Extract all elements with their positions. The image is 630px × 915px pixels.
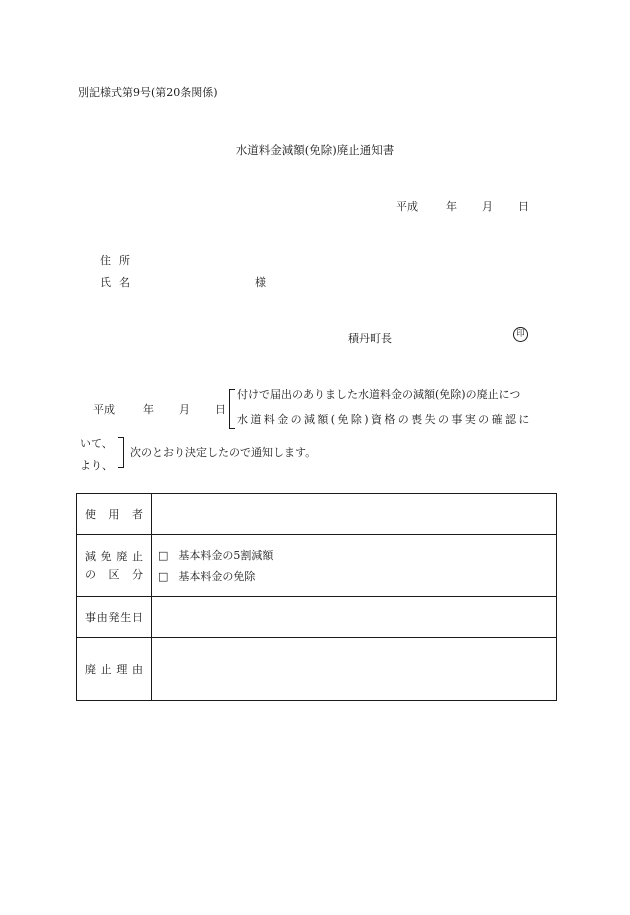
address-label: 住所 bbox=[100, 254, 138, 267]
reason-value[interactable] bbox=[152, 638, 557, 701]
date-label-cell bbox=[77, 597, 152, 638]
issue-date bbox=[396, 198, 529, 214]
name-label: 氏名 bbox=[100, 276, 138, 289]
user-value[interactable] bbox=[152, 494, 557, 535]
issue-date-year: 年 bbox=[446, 200, 457, 213]
reason-label: 廃止理由 bbox=[85, 663, 143, 676]
reason-option-1: 付けで届出のありました水道料金の減額(免除)の廃止につ bbox=[237, 388, 521, 401]
honorific: 様 bbox=[255, 276, 266, 289]
seal-mark: 印 bbox=[513, 327, 528, 342]
issue-date-month: 月 bbox=[482, 200, 493, 213]
issuer-title: 積丹町長 bbox=[348, 332, 392, 345]
type-options-cell bbox=[152, 535, 557, 597]
notice-table bbox=[76, 493, 557, 701]
type-option-reduction[interactable] bbox=[158, 545, 556, 566]
option-reduction-label: 基本料金の5割減額 bbox=[178, 548, 274, 562]
checkbox-reduction[interactable]: □ bbox=[158, 548, 169, 562]
user-label: 使用者 bbox=[85, 508, 143, 521]
document-title: 水道料金減額(免除)廃止通知書 bbox=[235, 143, 395, 157]
continuation-2: より、 bbox=[80, 459, 113, 472]
reason-option-2: 水道料金の減額(免除)資格の喪失の事実の確認に bbox=[237, 413, 532, 426]
option-exemption-label: 基本料金の免除 bbox=[178, 569, 256, 583]
form-number: 別記様式第9号(第20条関係) bbox=[78, 86, 218, 99]
date-value[interactable] bbox=[152, 597, 557, 638]
body-date-year: 年 bbox=[143, 403, 154, 416]
continuation-1: いて、 bbox=[80, 437, 113, 450]
type-label-line1: 減免廃止 bbox=[85, 549, 143, 563]
body-date-day: 日 bbox=[215, 403, 226, 416]
option-bracket bbox=[229, 389, 235, 429]
body-date-era: 平成 bbox=[93, 403, 115, 416]
table-row-reason bbox=[77, 638, 557, 701]
conclusion-text: 次のとおり決定したので通知します。 bbox=[130, 446, 317, 459]
table-row-user bbox=[77, 494, 557, 535]
issue-date-day: 日 bbox=[518, 200, 529, 213]
type-label-cell bbox=[77, 535, 152, 597]
type-label-line2: の区分 bbox=[85, 567, 143, 581]
body-date-month: 月 bbox=[179, 403, 190, 416]
user-label-cell bbox=[77, 494, 152, 535]
body-date bbox=[93, 401, 226, 417]
continuation-bracket bbox=[118, 437, 124, 468]
reason-label-cell bbox=[77, 638, 152, 701]
date-label: 事由発生日 bbox=[85, 611, 143, 624]
issue-date-era: 平成 bbox=[396, 200, 418, 213]
type-option-exemption[interactable] bbox=[158, 566, 556, 587]
table-row-date bbox=[77, 597, 557, 638]
checkbox-exemption[interactable]: □ bbox=[158, 569, 169, 583]
table-row-type bbox=[77, 535, 557, 597]
